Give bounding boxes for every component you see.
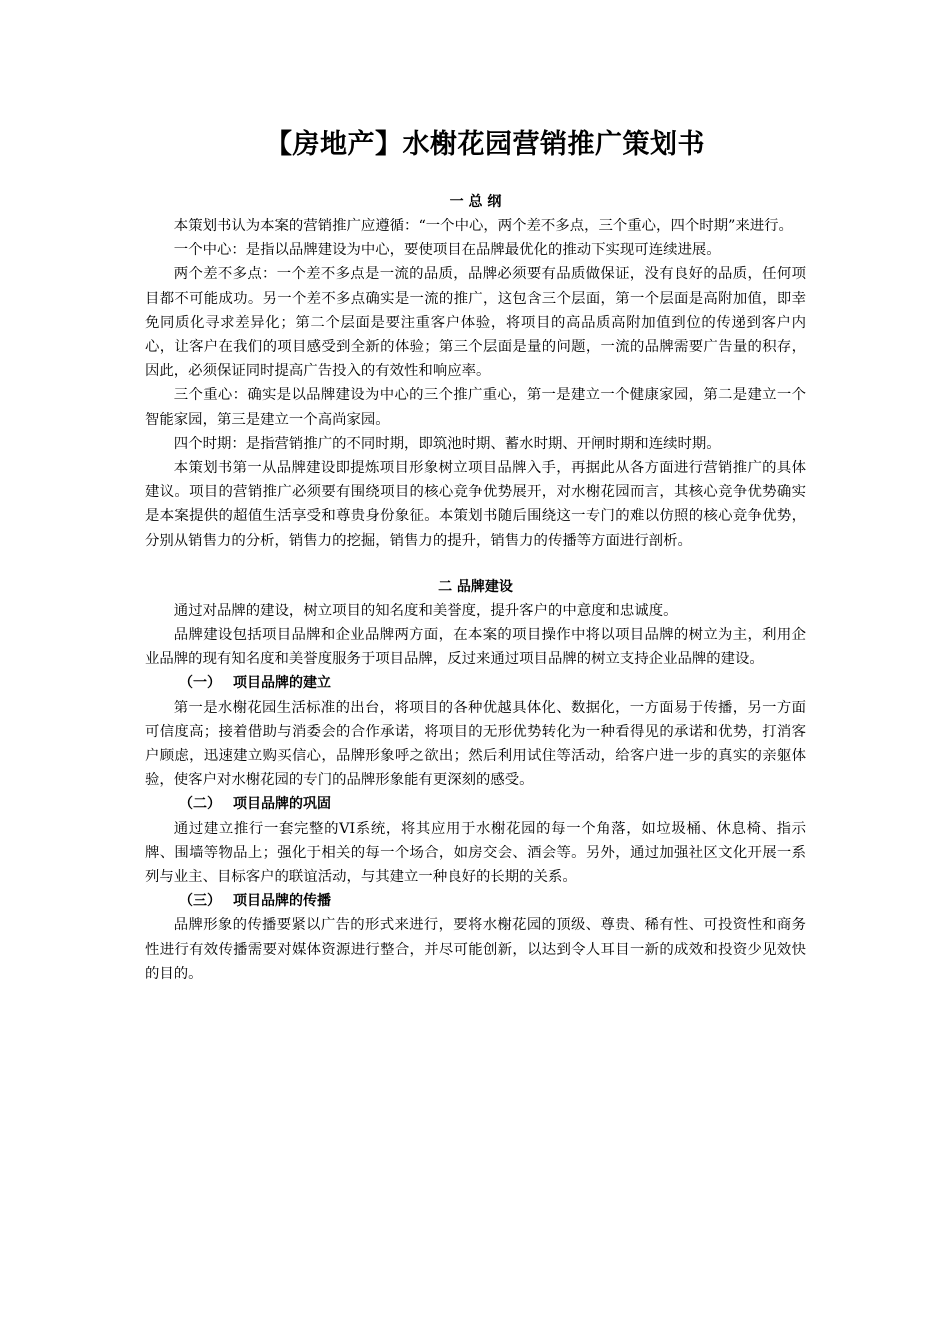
paragraph: 第一是水榭花园生活标准的出台，将项目的各种优越具体化、数据化，一方面易于传播，另一方面可信度高；接着借助与消委会的合作承诺，将项目的无形优势转化为一种看得见的承诺和优势，打消客户顾虑，迅速建立购买信心，品牌形象呼之欲出；然后利用试住等活动，给客户进一步的真实的亲躯体验，使客户对水榭花园的专门的品牌形象能有更深刻的感受。	[145, 699, 806, 789]
paragraph: 四个时期：是指营销推广的不同时期，即筑池时期、蓄水时期、开闸时期和连续时期。	[173, 435, 721, 452]
paragraph: 两个差不多点：一个差不多点是一流的品质，品牌必须要有品质做保证，没有良好的品质，任何项目都不可能成功。另一个差不多点确实是一流的推广，这包含三个层面，第一个层面是高附加值，即幸免同质化寻求差异化；第二个层面是要注重客户体验，将项目的高品质高附加值到位的传递到客户内心，让客户在我们的项目感受到全新的体验；第三个层面是量的问题，一流的品牌需要广告量的积存，因此，必须保证同时提高广告投入的有效性和响应率。	[145, 266, 806, 380]
document-page	[145, 125, 806, 986]
paragraph: 品牌形象的传播要紧以广告的形式来进行，要将水榭花园的顶级、尊贵、稀有性、可投资性和商务性进行有效传播需要对媒体资源进行整合，并尽可能创新，以达到令人耳目一新的成效和投资少见效快的目的。	[145, 917, 806, 982]
section-general-outline	[145, 190, 806, 553]
subsection-heading	[145, 889, 806, 913]
document-title: 【房地产】水榭花园营销推广策划书	[265, 129, 705, 160]
paragraph: 本策划书认为本案的营销推广应遵循：“一个中心，两个差不多点，三个重心，四个时期”来进行。	[173, 218, 793, 234]
subsection-heading	[145, 792, 806, 816]
paragraph: 三个重心：确实是以品牌建设为中心的三个推广重心，第一是建立一个健康家园，第二是建立一个智能家园，第三是建立一个高尚家园。	[145, 387, 806, 428]
section-heading: 二 品牌建设	[438, 578, 513, 595]
subsection-title: 项目品牌的传播	[233, 893, 331, 910]
subsection-number: （三）	[179, 893, 221, 910]
paragraph: 品牌建设包括项目品牌和企业品牌两方面，在本案的项目操作中将以项目品牌的树立为主，利用企业品牌的现有知名度和美誉度服务于项目品牌，反过来通过项目品牌的树立支持企业品牌的建设。	[145, 627, 806, 668]
paragraph: 通过建立推行一套完整的VI系统，将其应用于水榭花园的每一个角落，如垃圾桶、休息椅、指示牌、围墙等物品上；强化于相关的每一个场合，如房交会、酒会等。另外，通过加强社区文化开展一系列与业主、目标客户的联谊活动，与其建立一种良好的长期的关系。	[145, 820, 806, 886]
section-brand-building	[145, 575, 806, 986]
paragraph: 通过对品牌的建设，树立项目的知名度和美誉度，提升客户的中意度和忠诚度。	[173, 602, 678, 619]
subsection-heading	[145, 671, 806, 695]
paragraph: 本策划书第一从品牌建设即提炼项目形象树立项目品牌入手，再据此从各方面进行营销推广的具体建议。项目的营销推广必须要有围绕项目的核心竞争优势展开，对水榭花园而言，其核心竞争优势确实是本案提供的超值生活享受和尊贵身份象征。本策划书随后围绕这一专门的难以仿照的核心竞争优势，分别从销售力的分析，销售力的挖掘，销售力的提升，销售力的传播等方面进行剖析。	[145, 460, 806, 549]
subsection-number: （一）	[179, 675, 221, 692]
subsection-title: 项目品牌的巩固	[233, 796, 331, 813]
subsection-number: （二）	[179, 796, 221, 813]
section-heading: 一 总 纲	[449, 194, 502, 210]
subsection-title: 项目品牌的建立	[233, 675, 331, 692]
paragraph: 一个中心：是指以品牌建设为中心，要使项目在品牌最优化的推动下实现可连续进展。	[173, 242, 721, 259]
